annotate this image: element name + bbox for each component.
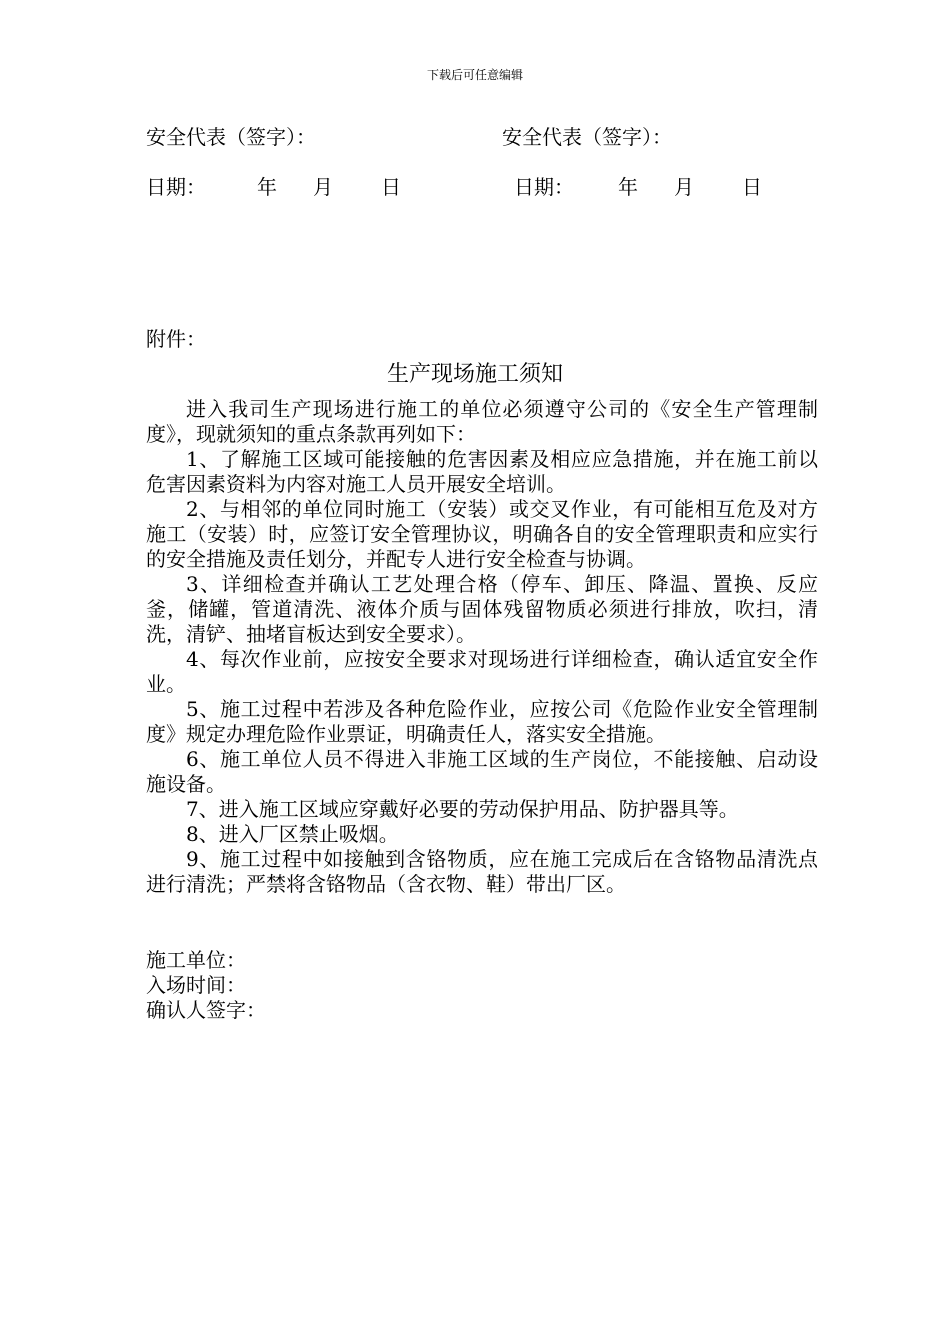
clause-1: 1、了解施工区域可能接触的危害因素及相应应急措施，并在施工前以危害因素资料为内容对施工人员开展安全培训。 — [146, 447, 818, 496]
document-title: 生产现场施工须知 — [386, 362, 563, 387]
attachment-label: 附件： — [146, 327, 206, 351]
left-date-year: 年 — [257, 175, 277, 199]
left-signature-label: 安全代表（签字）： — [146, 125, 316, 149]
clause-6: 6、施工单位人员不得进入非施工区域的生产岗位，不能接触、启动设施设备。 — [146, 747, 818, 796]
confirmer-signature-label: 确认人签字： — [146, 998, 266, 1022]
left-date-label: 日期： — [146, 175, 206, 199]
clause-7: 7、进入施工区域应穿戴好必要的劳动保护用品、防护器具等。 — [186, 797, 739, 821]
clause-8: 8、进入厂区禁止吸烟。 — [186, 822, 399, 846]
right-date-day: 日 — [742, 175, 762, 199]
right-date-label: 日期： — [514, 175, 574, 199]
right-date-month: 月 — [674, 175, 694, 199]
notice-body — [146, 397, 818, 897]
header-note: 下载后可任意编辑 — [426, 68, 523, 82]
construction-unit-label: 施工单位： — [146, 948, 246, 972]
clause-9: 9、施工过程中如接触到含铬物质，应在施工完成后在含铬物品清洗点进行清洗；严禁将含铬物品（含衣物、鞋）带出厂区。 — [146, 847, 818, 896]
clause-4: 4、每次作业前，应按安全要求对现场进行详细检查，确认适宜安全作业。 — [146, 647, 818, 696]
intro-paragraph: 进入我司生产现场进行施工的单位必须遵守公司的《安全生产管理制度》，现就须知的重点条款再列如下： — [146, 397, 818, 446]
right-date-year: 年 — [618, 175, 638, 199]
clause-5: 5、施工过程中若涉及各种危险作业，应按公司《危险作业安全管理制度》规定办理危险作业票证，明确责任人，落实安全措施。 — [146, 697, 818, 746]
clause-2: 2、与相邻的单位同时施工（安装）或交叉作业，有可能相互危及对方施工（安装）时，应签订安全管理协议，明确各自的安全管理职责和应实行的安全措施及责任划分，并配专人进行安全检查与协调。 — [146, 497, 818, 571]
left-date-month: 月 — [313, 175, 333, 199]
entry-time-label: 入场时间： — [146, 973, 246, 997]
right-signature-label: 安全代表（签字）： — [502, 125, 672, 149]
footer-fields — [146, 948, 266, 1023]
clause-3: 3、详细检查并确认工艺处理合格（停车、卸压、降温、置换、反应釜，储罐，管道清洗、液体介质与固体残留物质必须进行排放，吹扫，清洗，清铲、抽堵盲板达到安全要求）。 — [146, 572, 818, 646]
left-date-day: 日 — [381, 175, 401, 199]
